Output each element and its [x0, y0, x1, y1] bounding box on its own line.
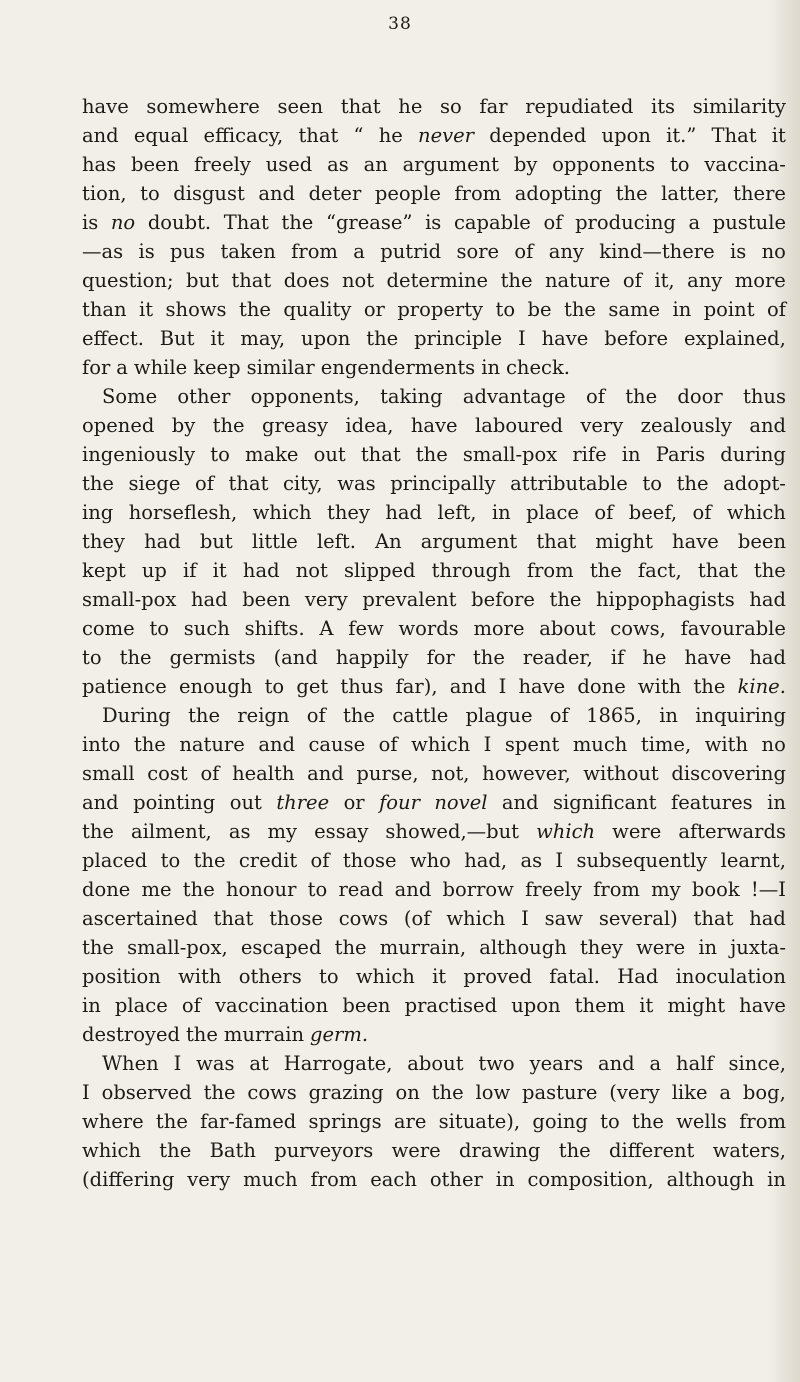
text-line: has been freely used as an argument by opponents to vaccina-	[82, 153, 786, 176]
text-line: I observed the cows grazing on the low pasture (very like a bog,	[82, 1081, 786, 1104]
text-line: —as is pus taken from a putrid sore of any kind—there is no	[82, 240, 786, 263]
text-line: which the Bath purveyors were drawing the different waters,	[82, 1139, 786, 1162]
text-line: patience enough to get thus far), and I have done with the kine.	[82, 675, 786, 698]
text-line: small-pox had been very prevalent before the hippophagists had	[82, 588, 786, 611]
text-line: than it shows the quality or property to be the same in point of	[82, 298, 786, 321]
text-line: to the germists (and happily for the reader, if he have had	[82, 646, 786, 669]
text-line: tion, to disgust and deter people from adopting the latter, there	[82, 182, 786, 205]
text-line: the siege of that city, was principally attributable to the adopt-	[82, 472, 786, 495]
text-line: in place of vaccination been practised upon them it might have	[82, 994, 786, 1017]
text-line: and equal efficacy, that “ he never depended upon it.” That it	[82, 124, 786, 147]
text-line: Some other opponents, taking advantage of the door thus	[102, 385, 786, 408]
page-number: 38	[388, 14, 412, 34]
text-line: have somewhere seen that he so far repudiated its similarity	[82, 95, 786, 118]
text-line: ingeniously to make out that the small-pox rife in Paris during	[82, 443, 786, 466]
text-line: the ailment, as my essay showed,—but which were afterwards	[82, 820, 786, 843]
text-line: the small-pox, escaped the murrain, although they were in juxta-	[82, 936, 786, 959]
body-text	[82, 92, 786, 1194]
text-line: ing horseflesh, which they had left, in place of beef, of which	[82, 501, 786, 524]
text-line: destroyed the murrain germ.	[82, 1023, 369, 1046]
text-line: where the far-famed springs are situate), going to the wells from	[82, 1110, 786, 1133]
text-line: placed to the credit of those who had, as I subsequently learnt,	[82, 849, 786, 872]
text-line: (differing very much from each other in composition, although in	[82, 1168, 786, 1191]
text-line: opened by the greasy idea, have laboured very zealously and	[82, 414, 786, 437]
text-line: small cost of health and purse, not, however, without discovering	[82, 762, 786, 785]
text-line: and pointing out three or four novel and significant features in	[82, 791, 786, 814]
text-line: for a while keep similar engenderments in check.	[82, 356, 570, 379]
text-line: question; but that does not determine the nature of it, any more	[82, 269, 786, 292]
text-line: During the reign of the cattle plague of 1865, in inquiring	[102, 704, 786, 727]
text-line: is no doubt. That the “grease” is capable of producing a pustule	[82, 211, 786, 234]
text-line: into the nature and cause of which I spent much time, with no	[82, 733, 786, 756]
text-line: effect. But it may, upon the principle I have before explained,	[82, 327, 786, 350]
text-line: position with others to which it proved fatal. Had inoculation	[82, 965, 786, 988]
text-line: ascertained that those cows (of which I saw several) that had	[82, 907, 786, 930]
text-line: come to such shifts. A few words more about cows, favourable	[82, 617, 786, 640]
text-line: they had but little left. An argument that might have been	[82, 530, 786, 553]
text-line: kept up if it had not slipped through from the fact, that the	[82, 559, 786, 582]
text-line: done me the honour to read and borrow freely from my book !—I	[82, 878, 786, 901]
text-line: When I was at Harrogate, about two years and a half since,	[102, 1052, 786, 1075]
